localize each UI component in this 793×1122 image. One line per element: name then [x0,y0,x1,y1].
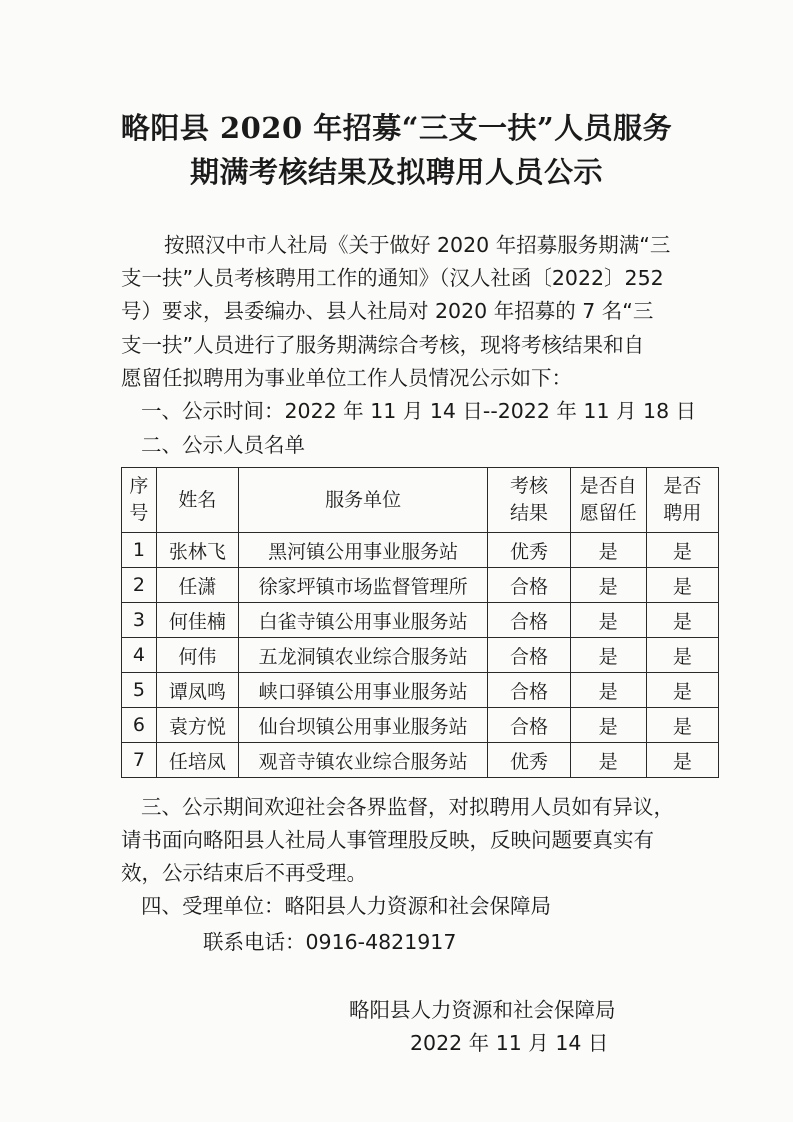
cell-no: 1 [122,533,157,568]
cell-no: 3 [122,603,157,638]
table-header-row [122,468,719,533]
cell-stay: 是 [570,673,646,708]
cell-result: 合格 [488,638,570,673]
table-row [122,673,719,708]
section-personnel-list-heading: 二、公示人员名单 [141,433,305,457]
section-publication-period: 一、公示时间：2022 年 11 月 14 日--2022 年 11 月 18 日 [141,399,697,423]
contact-phone: 联系电话：0916-4821917 [203,930,457,954]
section-receiving-unit: 四、受理单位：略阳县人力资源和社会保障局 [141,894,551,918]
intro-line-2: 支一扶”人员考核聘用工作的通知》（汉人社函〔2022〕252 [121,266,664,290]
cell-hire: 是 [646,708,718,743]
cell-unit: 五龙洞镇农业综合服务站 [238,638,488,673]
cell-no: 4 [122,638,157,673]
cell-result: 优秀 [488,533,570,568]
cell-name: 张林飞 [156,533,238,568]
cell-hire: 是 [646,603,718,638]
cell-no: 5 [122,673,157,708]
cell-stay: 是 [570,533,646,568]
header-name: 姓名 [156,468,238,533]
cell-name: 何佳楠 [156,603,238,638]
cell-unit: 白雀寺镇公用事业服务站 [238,603,488,638]
table-row [122,533,719,568]
cell-stay: 是 [570,603,646,638]
header-no: 序 号 [122,468,157,533]
signature-date: 2022 年 11 月 14 日 [410,1031,609,1055]
cell-unit: 观音寺镇农业综合服务站 [238,743,488,778]
cell-name: 谭凤鸣 [156,673,238,708]
intro-line-4: 支一扶”人员进行了服务期满综合考核，现将考核结果和自 [121,333,645,357]
cell-hire: 是 [646,533,718,568]
cell-no: 2 [122,568,157,603]
personnel-table [121,467,719,778]
cell-hire: 是 [646,743,718,778]
cell-name: 任潇 [156,568,238,603]
header-result: 考核 结果 [488,468,570,533]
table-row [122,708,719,743]
intro-line-5: 愿留任拟聘用为事业单位工作人员情况公示如下： [121,366,572,390]
cell-result: 合格 [488,673,570,708]
table-row [122,638,719,673]
cell-stay: 是 [570,568,646,603]
cell-result: 合格 [488,568,570,603]
cell-name: 袁方悦 [156,708,238,743]
header-stay: 是否自 愿留任 [570,468,646,533]
cell-no: 6 [122,708,157,743]
cell-stay: 是 [570,743,646,778]
cell-stay: 是 [570,708,646,743]
cell-result: 优秀 [488,743,570,778]
cell-hire: 是 [646,638,718,673]
header-hire: 是否 聘用 [646,468,718,533]
cell-name: 何伟 [156,638,238,673]
cell-stay: 是 [570,638,646,673]
section-supervision-line-2: 请书面向略阳县人社局人事管理股反映，反映问题要真实有 [121,828,654,852]
section-supervision-line-1: 三、公示期间欢迎社会各界监督，对拟聘用人员如有异议， [141,795,674,819]
section-supervision-line-3: 效，公示结束后不再受理。 [121,861,367,885]
intro-line-3: 号）要求，县委编办、县人社局对 2020 年招募的 7 名“三 [121,299,654,323]
cell-unit: 徐家坪镇市场监督管理所 [238,568,488,603]
document-title-line-2: 期满考核结果及拟聘用人员公示 [189,155,603,189]
cell-result: 合格 [488,708,570,743]
table-row [122,743,719,778]
table-row [122,568,719,603]
cell-name: 任培凤 [156,743,238,778]
intro-line-1: 按照汉中市人社局《关于做好 2020 年招募服务期满“三 [164,233,671,257]
cell-hire: 是 [646,673,718,708]
header-unit: 服务单位 [238,468,488,533]
cell-unit: 峡口驿镇公用事业服务站 [238,673,488,708]
cell-unit: 黑河镇公用事业服务站 [238,533,488,568]
cell-result: 合格 [488,603,570,638]
signature-organization: 略阳县人力资源和社会保障局 [349,998,616,1022]
cell-hire: 是 [646,568,718,603]
document-title-line-1: 略阳县 2020 年招募“三支一扶”人员服务 [120,111,673,145]
cell-no: 7 [122,743,157,778]
cell-unit: 仙台坝镇公用事业服务站 [238,708,488,743]
table-row [122,603,719,638]
